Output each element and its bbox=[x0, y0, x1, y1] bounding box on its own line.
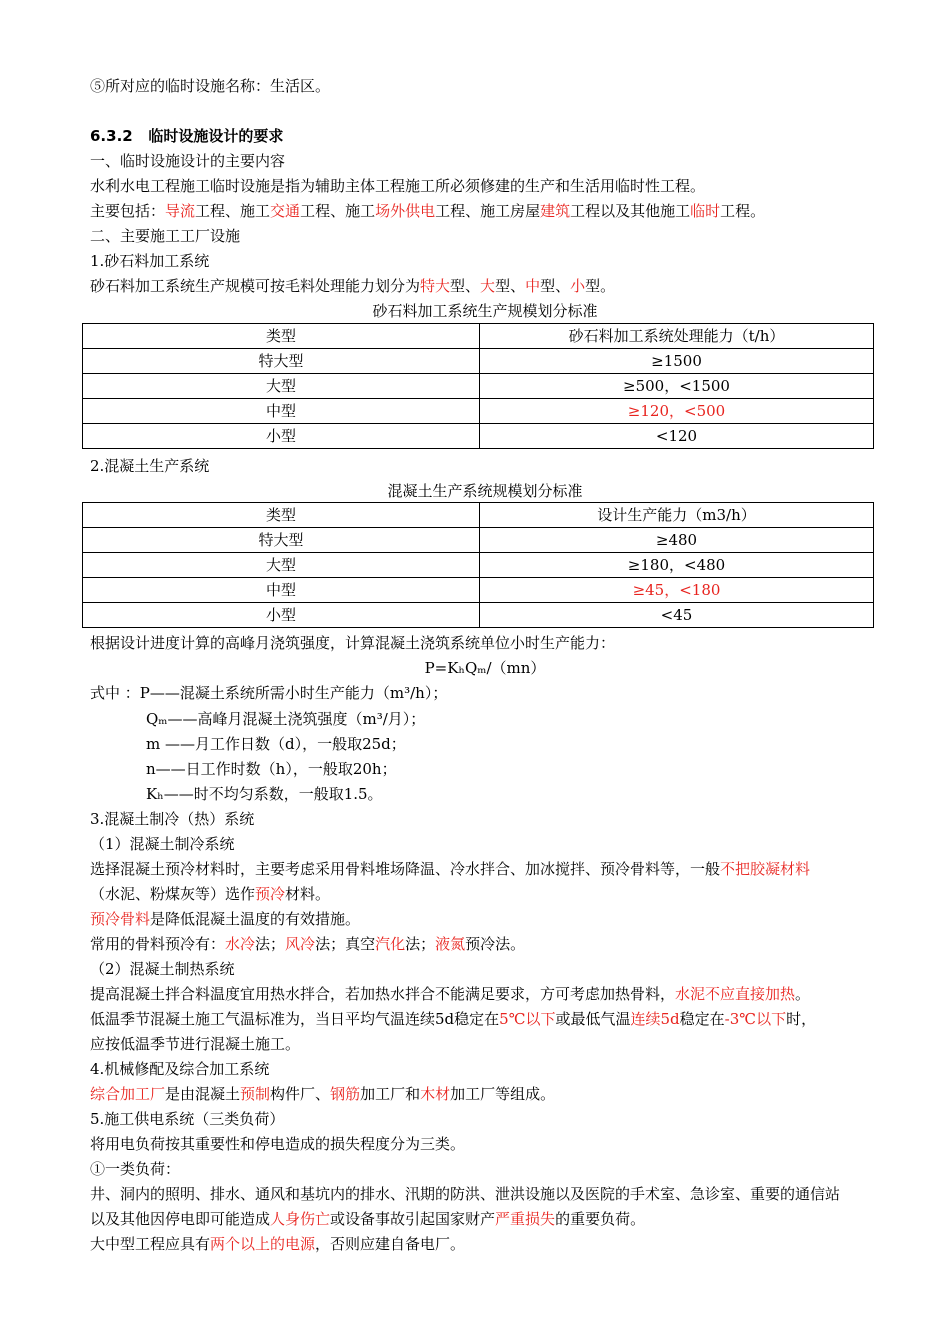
section-title: 临时设施设计的要求 bbox=[148, 127, 284, 145]
formula-where-n: n——日工作时数（h），一般取20h； bbox=[146, 760, 397, 778]
sub5-heading: 5.施工供电系统（三类负荷） bbox=[90, 1110, 285, 1128]
table-cell-type: 大型 bbox=[83, 374, 480, 399]
text-segment: 法；真空 bbox=[315, 935, 376, 953]
sub5-line-1: 将用电负荷按其重要性和停电造成的损失程度分为三类。 bbox=[90, 1135, 466, 1153]
text-segment: 以及其他因停电即可能造成 bbox=[90, 1210, 271, 1228]
text-segment: 加工厂和 bbox=[360, 1085, 421, 1103]
table1-title: 砂石料加工系统生产规模划分标准 bbox=[372, 302, 598, 320]
table-row bbox=[83, 553, 874, 578]
text-segment: 砂石料加工系统生产规模可按毛料处理能力划分为 bbox=[90, 277, 421, 295]
intro-item: ⑤所对应的临时设施名称：生活区。 bbox=[90, 77, 331, 95]
cooling-heading: （1）混凝土制冷系统 bbox=[90, 835, 235, 853]
text-segment: 的重要负荷。 bbox=[555, 1210, 646, 1228]
highlighted-text: 建筑 bbox=[540, 202, 571, 220]
table-cell-value: ≥45，<180 bbox=[480, 578, 874, 603]
table-cell-type: 中型 bbox=[83, 399, 480, 424]
cooling-line-1 bbox=[90, 859, 810, 879]
table-row bbox=[83, 349, 874, 374]
load1-line-1: 井、洞内的照明、排水、通风和基坑内的排水、汛期的防洪、泄洪设施以及医院的手术室、急诊室、重要的通信站 bbox=[90, 1185, 841, 1203]
highlighted-text: 连续5d bbox=[630, 1010, 680, 1028]
table-header-capacity: 砂石料加工系统处理能力（t/h） bbox=[480, 324, 874, 349]
heating-line-2 bbox=[90, 1009, 816, 1029]
table-row bbox=[83, 578, 874, 603]
heating-heading: （2）混凝土制热系统 bbox=[90, 960, 235, 978]
table-header-capacity: 设计生产能力（m3/h） bbox=[480, 503, 874, 528]
table-row bbox=[83, 424, 874, 449]
text-segment: 工程以及其他施工 bbox=[570, 202, 691, 220]
section-number: 6.3.2 bbox=[90, 127, 133, 145]
concrete-scale-table bbox=[82, 502, 874, 628]
sub1-scale-text bbox=[90, 276, 615, 296]
table-cell-value: ≥480 bbox=[480, 528, 874, 553]
highlighted-text: 场外供电 bbox=[375, 202, 436, 220]
highlighted-text: 水泥不应直接加热 bbox=[675, 985, 796, 1003]
section-heading bbox=[90, 126, 283, 146]
text-segment: 选择混凝土预冷材料时，主要考虑采用骨料堆场降温、冷水拌合、加冰搅拌、预冷骨料等，一般 bbox=[90, 860, 721, 878]
text-segment: 型、 bbox=[495, 277, 526, 295]
text-segment: ，否则应建自备电厂。 bbox=[315, 1235, 466, 1253]
formula-where-p: 式中 ：P——混凝土系统所需小时生产能力（m³/h）； bbox=[90, 684, 448, 702]
table-cell-type: 小型 bbox=[83, 424, 480, 449]
highlighted-text: 预制 bbox=[240, 1085, 271, 1103]
load1-heading: ①一类负荷： bbox=[90, 1160, 181, 1178]
highlighted-text: 小 bbox=[570, 277, 586, 295]
formula-where-k: Kₕ——时不均匀系数，一般取1.5。 bbox=[146, 785, 383, 803]
highlighted-text: 导流 bbox=[165, 202, 196, 220]
sub4-heading: 4.机械修配及综合加工系统 bbox=[90, 1060, 270, 1078]
formula-where-q: Qₘ——高峰月混凝土浇筑强度（m³/月）； bbox=[146, 710, 426, 728]
part2-heading: 二、主要施工工厂设施 bbox=[90, 227, 241, 245]
table-row bbox=[83, 374, 874, 399]
text-segment: 预冷法。 bbox=[465, 935, 526, 953]
load1-line-2 bbox=[90, 1209, 645, 1229]
table-row bbox=[83, 399, 874, 424]
highlighted-text: 人身伤亡 bbox=[270, 1210, 331, 1228]
part1-includes bbox=[90, 201, 765, 221]
table2-title: 混凝土生产系统规模划分标准 bbox=[387, 482, 583, 500]
text-segment: 提高混凝土拌合料温度宜用热水拌合，若加热水拌合不能满足要求，方可考虑加热骨料， bbox=[90, 985, 676, 1003]
text-segment: 大中型工程应具有 bbox=[90, 1235, 211, 1253]
sub4-line bbox=[90, 1084, 555, 1104]
text-segment: 主要包括： bbox=[90, 202, 166, 220]
formula-where-m: m ——月工作日数（d），一般取25d； bbox=[146, 735, 406, 753]
heating-line-1 bbox=[90, 984, 810, 1004]
text-segment: （水泥、粉煤灰等）选作 bbox=[90, 885, 256, 903]
highlighted-text: 临时 bbox=[690, 202, 721, 220]
highlighted-text: 液氮 bbox=[435, 935, 466, 953]
formula-intro: 根据设计进度计算的高峰月浇筑强度，计算混凝土浇筑系统单位小时生产能力： bbox=[90, 634, 616, 652]
sand-gravel-scale-table bbox=[82, 323, 874, 449]
text-segment: 稳定在 bbox=[679, 1010, 725, 1028]
highlighted-text: 中 bbox=[525, 277, 541, 295]
text-segment: 或设备事故引起国家财产 bbox=[330, 1210, 496, 1228]
highlighted-text: 风冷 bbox=[285, 935, 316, 953]
table-cell-type: 特大型 bbox=[83, 528, 480, 553]
highlighted-text: 严重损失 bbox=[495, 1210, 556, 1228]
highlighted-text: 交通 bbox=[270, 202, 301, 220]
text-segment: 型、 bbox=[540, 277, 571, 295]
text-segment: 工程、施工 bbox=[300, 202, 376, 220]
text-segment: 材料。 bbox=[285, 885, 331, 903]
table-cell-type: 小型 bbox=[83, 603, 480, 628]
table-row bbox=[83, 528, 874, 553]
highlighted-text: 钢筋 bbox=[330, 1085, 361, 1103]
table-header-type: 类型 bbox=[83, 503, 480, 528]
text-segment: 法； bbox=[255, 935, 286, 953]
table-cell-type: 特大型 bbox=[83, 349, 480, 374]
cooling-line-3 bbox=[90, 909, 360, 929]
table-row bbox=[83, 603, 874, 628]
table-header-row bbox=[83, 324, 874, 349]
text-segment: 工程、施工 bbox=[195, 202, 271, 220]
table-cell-value: ≥500，<1500 bbox=[480, 374, 874, 399]
table-header-type: 类型 bbox=[83, 324, 480, 349]
sub3-heading: 3.混凝土制冷（热）系统 bbox=[90, 810, 255, 828]
table-header-row bbox=[83, 503, 874, 528]
text-segment: 工程。 bbox=[720, 202, 766, 220]
cooling-line-2 bbox=[90, 884, 330, 904]
text-segment: 低温季节混凝土施工气温标准为，当日平均气温连续5d稳定在 bbox=[90, 1010, 500, 1028]
table-cell-value: ≥120，<500 bbox=[480, 399, 874, 424]
highlighted-text: 预冷 bbox=[255, 885, 286, 903]
part1-definition: 水利水电工程施工临时设施是指为辅助主体工程施工所必须修建的生产和生活用临时性工程。 bbox=[90, 177, 706, 195]
cooling-line-4 bbox=[90, 934, 525, 954]
highlighted-text: 水冷 bbox=[225, 935, 256, 953]
text-segment: 构件厂、 bbox=[270, 1085, 331, 1103]
text-segment: 工程、施工房屋 bbox=[435, 202, 541, 220]
text-segment: 型、 bbox=[450, 277, 481, 295]
highlighted-text: 两个以上的电源 bbox=[210, 1235, 316, 1253]
highlighted-text: 汽化 bbox=[375, 935, 406, 953]
highlighted-text: 不把胶凝材料 bbox=[720, 860, 811, 878]
table-cell-value: <45 bbox=[480, 603, 874, 628]
table-cell-value: <120 bbox=[480, 424, 874, 449]
text-segment: 。 bbox=[795, 985, 811, 1003]
text-segment: 常用的骨料预冷有： bbox=[90, 935, 226, 953]
highlighted-text: 特大 bbox=[420, 277, 451, 295]
text-segment: 加工厂等组成。 bbox=[450, 1085, 556, 1103]
table-cell-value: ≥180，<480 bbox=[480, 553, 874, 578]
highlighted-text: 综合加工厂 bbox=[90, 1085, 166, 1103]
table-cell-value: ≥1500 bbox=[480, 349, 874, 374]
text-segment: 型。 bbox=[585, 277, 616, 295]
text-segment: 时， bbox=[786, 1010, 817, 1028]
table-cell-type: 大型 bbox=[83, 553, 480, 578]
sub1-heading: 1.砂石料加工系统 bbox=[90, 252, 210, 270]
highlighted-text: 预冷骨料 bbox=[90, 910, 151, 928]
highlighted-text: 木材 bbox=[420, 1085, 451, 1103]
highlighted-text: 大 bbox=[480, 277, 496, 295]
sub2-heading: 2.混凝土生产系统 bbox=[90, 457, 210, 475]
text-segment: 是降低混凝土温度的有效措施。 bbox=[150, 910, 361, 928]
highlighted-text: -3℃以下 bbox=[724, 1010, 787, 1028]
heating-line-3: 应按低温季节进行混凝土施工。 bbox=[90, 1035, 301, 1053]
text-segment: 是由混凝土 bbox=[165, 1085, 241, 1103]
part1-heading: 一、临时设施设计的主要内容 bbox=[90, 152, 286, 170]
load1-line-3 bbox=[90, 1234, 465, 1254]
formula: P=KₕQₘ/（mn） bbox=[424, 659, 546, 677]
text-segment: 法； bbox=[405, 935, 436, 953]
table-cell-type: 中型 bbox=[83, 578, 480, 603]
highlighted-text: 5℃以下 bbox=[499, 1010, 556, 1028]
text-segment: 或最低气温 bbox=[555, 1010, 631, 1028]
